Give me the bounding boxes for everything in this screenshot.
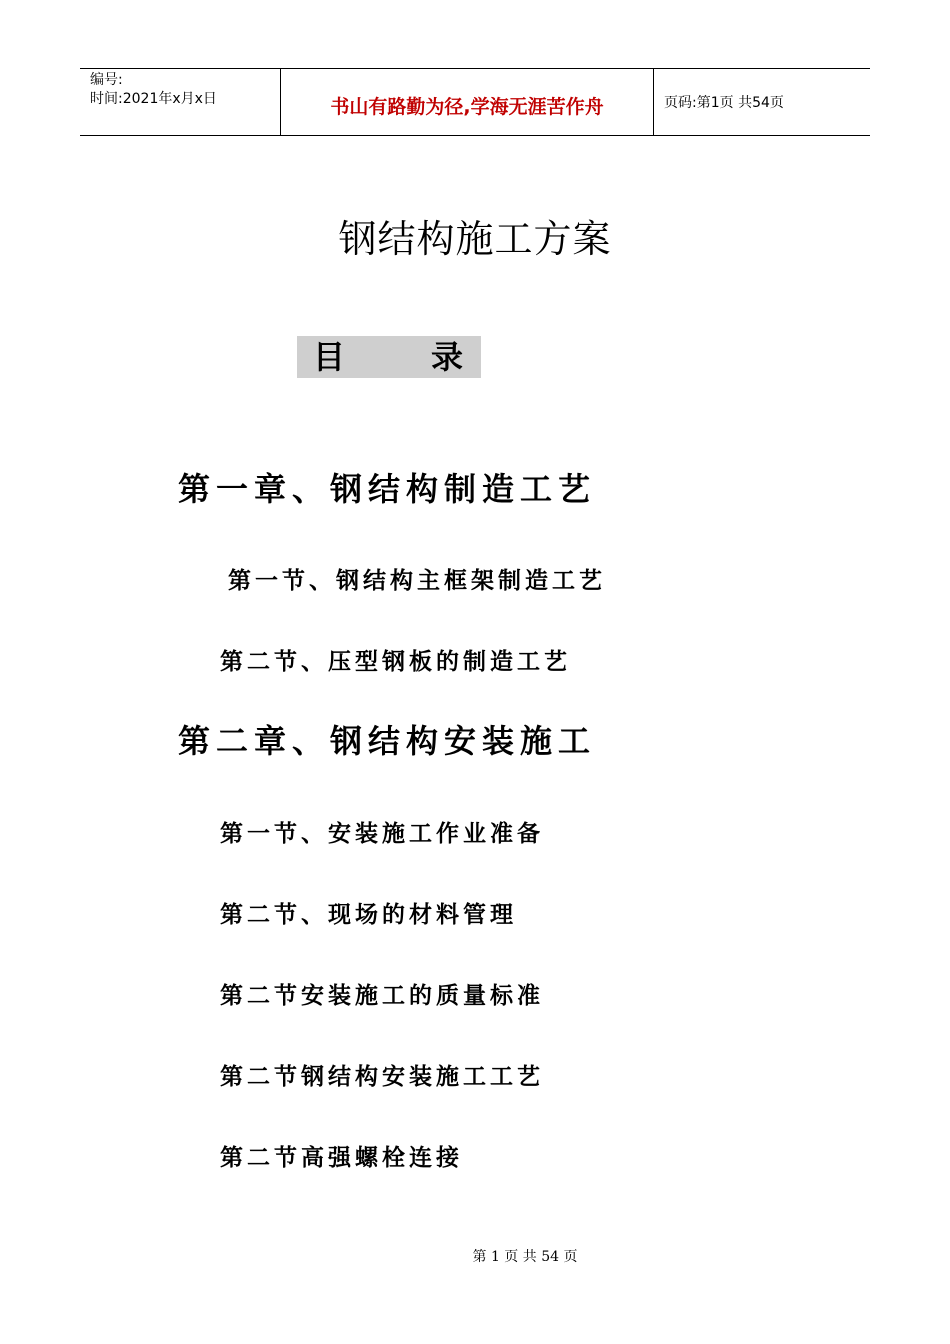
- toc-heading: [297, 336, 481, 378]
- header-time-label: 时间:2021年x月x日: [90, 91, 217, 107]
- page-header: [80, 68, 870, 136]
- toc-heading-right: 录: [431, 338, 464, 376]
- document-title: 钢结构施工方案: [338, 217, 612, 261]
- toc-section-2-5[interactable]: 第二节高强螺栓连接: [220, 1144, 463, 1171]
- header-number-label: 编号:: [90, 72, 123, 88]
- toc-section-2-2[interactable]: 第二节、现场的材料管理: [220, 901, 517, 928]
- toc-heading-left: 目: [313, 338, 346, 376]
- header-motto: 书山有路勤为径,学海无涯苦作舟: [281, 69, 654, 135]
- header-meta-cell: [80, 69, 281, 135]
- toc-section-1-1[interactable]: 第一节、钢结构主框架制造工艺: [228, 567, 606, 594]
- toc-chapter-1[interactable]: 第一章、钢结构制造工艺: [178, 470, 597, 508]
- toc-section-2-1[interactable]: 第一节、安装施工作业准备: [220, 820, 544, 847]
- toc-chapter-2[interactable]: 第二章、钢结构安装施工: [178, 722, 597, 760]
- header-page-info: 页码:第1页 共54页: [664, 95, 784, 111]
- toc-section-2-3[interactable]: 第二节安装施工的质量标准: [220, 982, 544, 1009]
- page-footer: 第 1 页 共 54 页: [472, 1249, 578, 1265]
- toc-section-1-2[interactable]: 第二节、压型钢板的制造工艺: [220, 648, 571, 675]
- toc-section-2-4[interactable]: 第二节钢结构安装施工工艺: [220, 1063, 544, 1090]
